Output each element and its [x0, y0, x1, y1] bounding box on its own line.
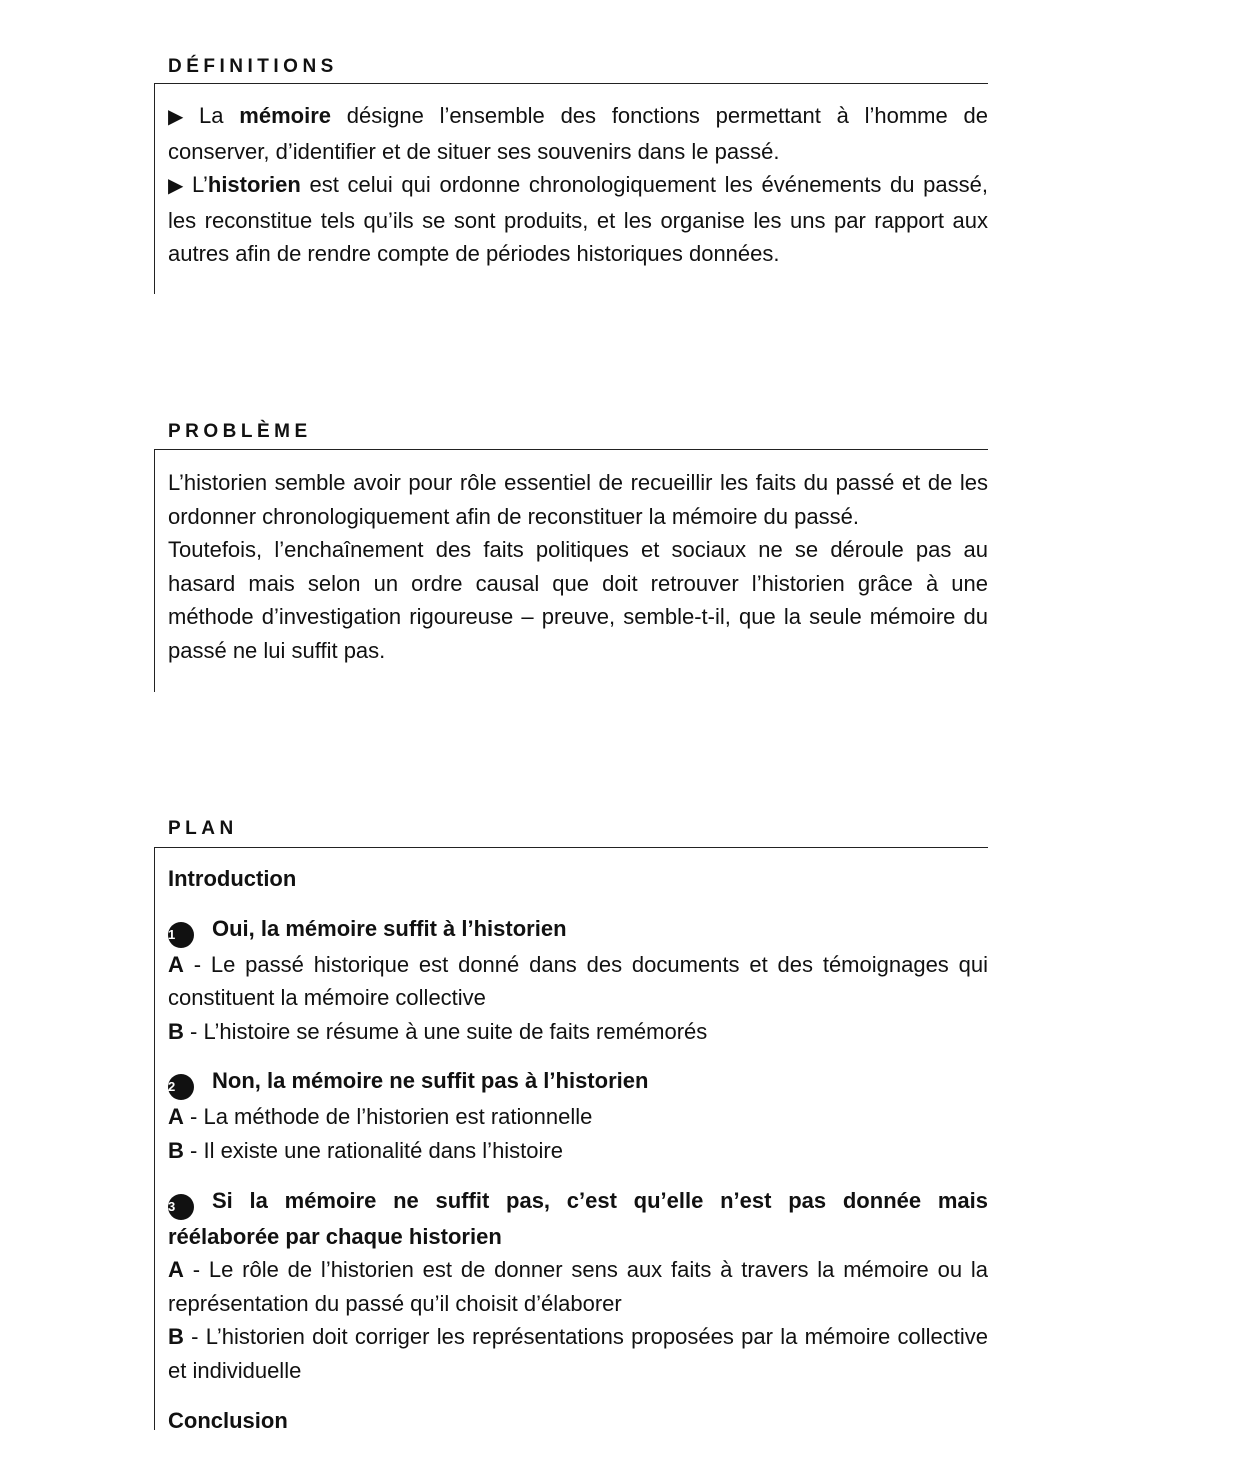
plan-part-title: 1 Oui, la mémoire suffit à l’historien: [168, 912, 988, 948]
plan-body: [168, 862, 988, 1437]
plan-item: B - Il existe une rationalité dans l’histoire: [168, 1137, 563, 1163]
plan-section: [152, 818, 988, 1448]
plan-part-1: [168, 912, 988, 1049]
definitions-body: [168, 99, 988, 271]
plan-left-rule: [154, 847, 155, 1430]
definition-memoire: ▶ La mémoire désigne l’ensemble des fonctions permettant à l’homme de conserver, d’identifier et de situer ses souvenirs dans le passé.: [168, 103, 988, 164]
plan-item: A - Le passé historique est donné dans des documents et des témoignages qui constituent la mémoire collective: [168, 951, 988, 1011]
plan-top-rule: [154, 847, 988, 848]
plan-item: B - L’histoire se résume à une suite de faits remémorés: [168, 1018, 708, 1044]
plan-conclusion: Conclusion: [168, 1407, 288, 1433]
definitions-left-rule: [154, 83, 155, 294]
numbered-circle-icon: 2: [168, 1074, 194, 1100]
definitions-top-rule: [154, 83, 988, 84]
plan-item: A - La méthode de l’historien est rationnelle: [168, 1104, 593, 1130]
plan-part-title: 2 Non, la mémoire ne suffit pas à l’historien: [168, 1064, 988, 1100]
plan-item: A - Le rôle de l’historien est de donner sens aux faits à travers la mémoire ou la représentation du passé qu’il choisit d’élaborer: [168, 1257, 988, 1316]
probleme-paragraph: L’historien semble avoir pour rôle essentiel de recueillir les faits du passé et de les ordonner chronologiquement afin de reconstituer la mémoire du passé.: [168, 470, 988, 529]
numbered-circle-icon: 3: [168, 1194, 194, 1220]
plan-part-title: 3 Si la mémoire ne suffit pas, c’est qu’elle n’est pas donnée mais réélaborée par chaque historien: [168, 1187, 988, 1249]
definitions-section: [152, 56, 988, 306]
probleme-heading: PROBLÈME: [168, 421, 312, 442]
definition-term: mémoire: [239, 103, 332, 128]
plan-item: B - L’historien doit corriger les représentations proposées par la mémoire collective et individuelle: [168, 1324, 988, 1383]
definition-historien: ▶ L’historien est celui qui ordonne chronologiquement les événements du passé, les reconstitue tels qu’ils se sont produits, et les organise les uns par rapport aux autres afin de rendre compte de périodes historiques données.: [168, 172, 988, 267]
probleme-left-rule: [154, 449, 155, 692]
plan-part-2: [168, 1064, 988, 1167]
triangle-bullet-icon: ▶: [168, 106, 194, 128]
plan-introduction: Introduction: [168, 866, 297, 891]
definitions-heading: DÉFINITIONS: [168, 56, 338, 77]
plan-part-3: [168, 1184, 988, 1388]
plan-heading: PLAN: [168, 818, 238, 839]
definition-term: historien: [207, 172, 301, 198]
probleme-section: [152, 421, 988, 711]
probleme-top-rule: [154, 449, 988, 450]
numbered-circle-icon: 1: [168, 922, 194, 948]
probleme-body: [168, 466, 988, 668]
triangle-bullet-icon: ▶: [168, 175, 186, 198]
probleme-paragraph: Toutefois, l’enchaînement des faits politiques et sociaux ne se déroule pas au hasard mais selon un ordre causal que doit retrouver l’historien grâce à une méthode d’investigation rigoureuse – preuve, semble-t-il, que la seule mémoire du passé ne lui suffit pas.: [168, 537, 988, 663]
